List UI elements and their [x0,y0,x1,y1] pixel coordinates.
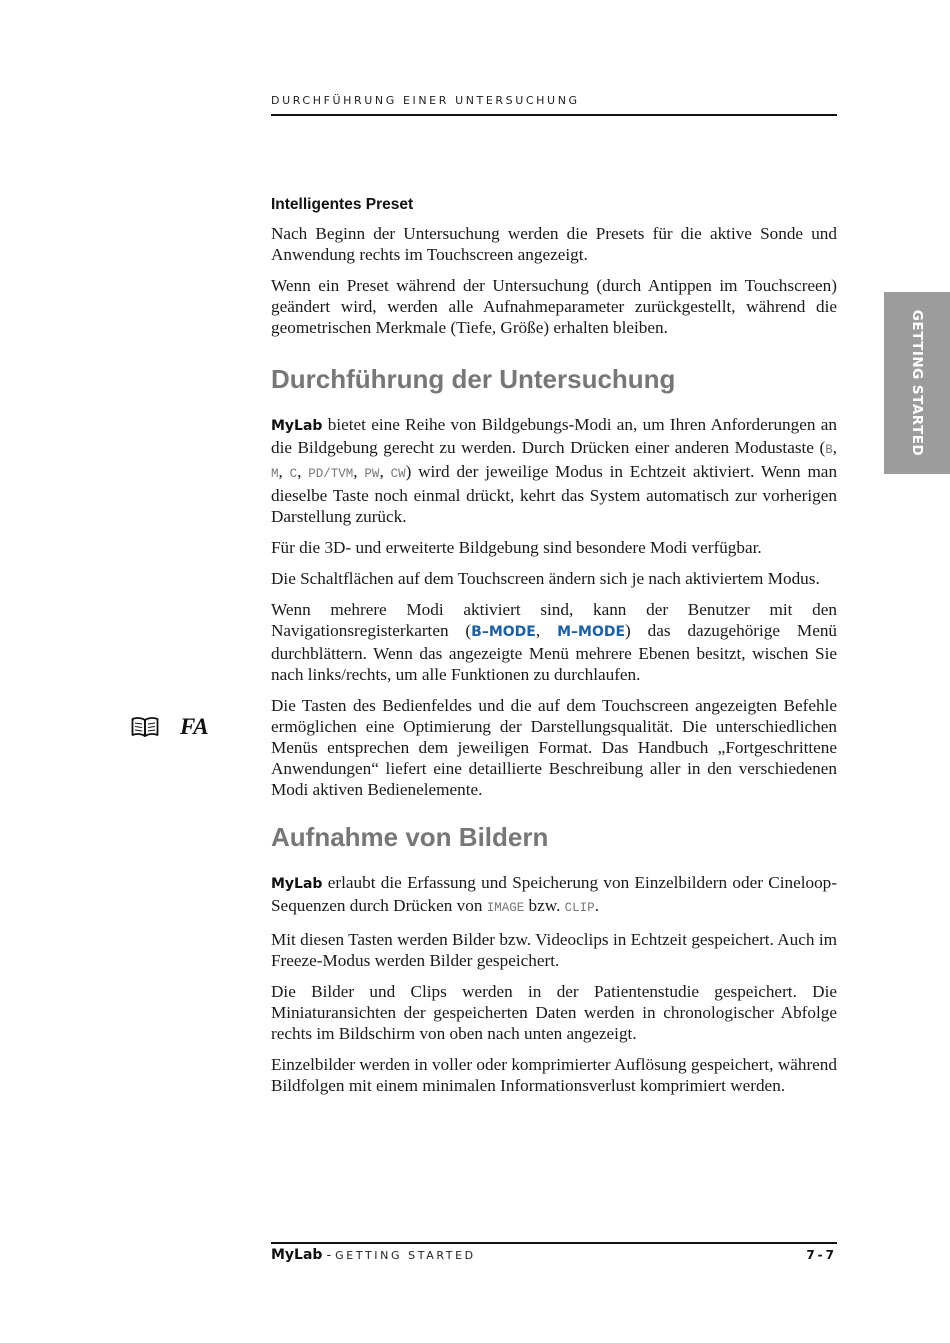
footer-left [271,1247,476,1263]
key-image: IMAGE [486,901,525,915]
footer-separator: - [326,1248,332,1263]
footer-rule [271,1242,837,1244]
nav-tab-m-mode: M–MODE [557,624,626,640]
text-fragment: bzw. [524,896,565,915]
key-c: C [289,467,298,481]
footer-brand: MyLab [271,1247,323,1263]
examination-paragraph-4: Wenn mehrere Modi aktiviert sind, kann der Benutzer mit den Navigationsregisterkarten (B–MODE, M–MODE) das dazugehörige Menü durchblättern. Wenn das angezeigte Menü mehrere Ebenen besitzt, wischen Sie nach links/rechts, um alle Funktionen zu durchlaufen. [271,600,838,684]
book-icon [130,716,160,738]
page-number: 7-7 [806,1248,837,1262]
examination-paragraph-3: Die Schaltflächen auf dem Touchscreen ändern sich je nach aktiviertem Modus. [271,569,820,588]
nav-tab-b-mode: B–MODE [471,624,536,640]
examination-paragraph-1: MyLab bietet eine Reihe von Bildgebungs-Modi an, um Ihren Anforderungen an die Bildgebung gerecht zu werden. Durch Drücken einer anderen Modustaste (B, M, C, PD/TVM, PW, CW) wird der jeweilige Modus in Echtzeit aktiviert. Wenn man dieselbe Taste noch einmal drückt, kehrt das System automatisch zur vorherigen Darstellung zurück. [271,415,838,526]
text-fragment: ) das dazugehörige Menü durchblättern. Wenn das angezeigte Menü mehrere Ebenen besitzt, wischen Sie nach links/rechts, um alle Funktionen zu durchlaufen. [271,621,838,684]
brand-mylab: MyLab [271,876,323,892]
capture-paragraph-4: Einzelbilder werden in voller oder komprimierter Auflösung gespeichert, während Bildfolgen mit einem minimalen Informationsverlust komprimiert werden. [271,1055,837,1095]
examination-paragraph-2: Für die 3D- und erweiterte Bildgebung sind besondere Modi verfügbar. [271,538,762,557]
text-fragment: ) wird der jeweilige Modus in Echtzeit aktiviert. Wenn man dieselbe Taste noch einmal drückt, kehrt das System automatisch zur vorherigen Darstellung zurück. [271,462,838,526]
running-header: DURCHFÜHRUNG EINER UNTERSUCHUNG [271,94,580,107]
preset-paragraph-2: Wenn ein Preset während der Untersuchung (durch Antippen im Touchscreen) geändert wird, werden alle Aufnahmeparameter zurückgestellt, während die geometrischen Merkmale (Tiefe, Größe) erhalten bleiben. [271,276,837,337]
text-fragment: Wenn mehrere Modi aktiviert sind, kann der Benutzer mit den Navigationsregisterkarten ( [271,600,837,640]
header-rule [271,114,837,116]
examination-section-title: Durchführung der Untersuchung [271,364,676,394]
key-pw: PW [364,467,380,481]
text-fragment: . [594,896,599,915]
key-clip: CLIP [564,901,595,915]
key-m: M [271,467,279,481]
margin-note [130,714,209,740]
brand-mylab: MyLab [271,418,323,434]
examination-paragraph-5: Die Tasten des Bedienfeldes und die auf dem Touchscreen angezeigten Befehle ermöglichen eine Optimierung der Darstellungsqualität. Die unterschiedlichen Menüs entsprechen dem jeweiligen Format. Das Handbuch „Fortgeschrittene Anwendungen“ liefert eine detaillierte Beschreibung aller in den verschiedenen Modi aktiven Bedienelemente. [271,696,837,799]
capture-paragraph-2: Mit diesen Tasten werden Bilder bzw. Videoclips in Echtzeit gespeichert. Auch im Freeze-Modus werden Bilder gespeichert. [271,930,837,970]
capture-paragraph-1 [271,872,837,919]
side-tab-label: GETTING STARTED [909,309,925,457]
page-content [271,196,837,1106]
footer-label: GETTING STARTED [335,1249,476,1262]
text-fragment: erlaubt die Erfassung und Speicherung von Einzelbildern oder Cineloop-Sequenzen durch Drücken von [271,873,837,915]
fa-label: FA [180,714,209,739]
intelligent-preset-heading: Intelligentes Preset [271,196,414,213]
key-pd-tvm: PD/TVM [308,467,354,481]
capture-section-title: Aufnahme von Bildern [271,822,549,852]
key-b: B [825,443,833,457]
capture-paragraph-3: Die Bilder und Clips werden in der Patientenstudie gespeichert. Die Miniaturansichten der gespeicherten Daten werden in chronologischer Abfolge rechts im Bildschirm von oben nach unten angezeigt. [271,982,837,1043]
key-cw: CW [390,467,406,481]
side-tab [884,292,950,474]
preset-paragraph-1: Nach Beginn der Untersuchung werden die Presets für die aktive Sonde und Anwendung rechts im Touchscreen angezeigt. [271,224,837,264]
text-fragment: bietet eine Reihe von Bildgebungs-Modi an, um Ihren Anforderungen an die Bildgebung gerecht zu werden. Durch Drücken einer anderen Modustaste ( [271,415,837,457]
